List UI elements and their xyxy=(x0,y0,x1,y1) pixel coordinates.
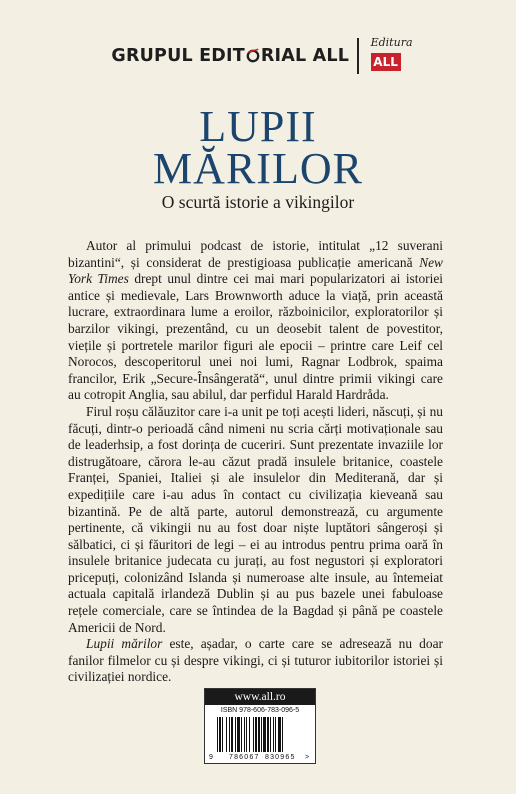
description-paragraph-3-rest: este, așadar, o carte care se adresează nu doar fanilor filmelor cu și despre vikingi, ci și tuturor iubitorilor istoriei și civilizației nordice. xyxy=(68,636,443,685)
publisher-name xyxy=(111,46,349,66)
book-title-italic: Lupii mărilor xyxy=(86,636,163,652)
barcode-bar xyxy=(261,717,262,752)
description-paragraph-3 xyxy=(68,636,443,686)
barcode-bar xyxy=(282,717,283,752)
back-cover-description xyxy=(68,238,443,686)
barcode-bar xyxy=(258,717,260,752)
barcode-bar xyxy=(229,717,230,752)
newspaper-name: New York Times xyxy=(68,254,443,287)
barcode-bar xyxy=(222,717,223,752)
book-subtitle: O scurtă istorie a vikingilor xyxy=(161,192,355,212)
barcode-bar xyxy=(273,717,274,752)
isbn-barcode xyxy=(207,716,313,762)
isbn-label: ISBN 978-606-783-096-5 xyxy=(220,707,300,714)
publisher-divider xyxy=(357,38,359,74)
barcode-bar xyxy=(267,717,269,752)
logo-all-block: ALL xyxy=(371,53,401,71)
barcode-bar xyxy=(237,717,240,752)
publisher-name-part1: GRUPUL EDIT xyxy=(111,46,245,66)
publisher-o-mark-icon xyxy=(246,47,260,63)
book-title-line2: MĂRILOR xyxy=(153,144,363,193)
barcode-bar xyxy=(263,717,266,752)
editura-all-logo xyxy=(367,36,413,76)
barcode-digits-left: 786067 xyxy=(229,754,260,761)
barcode-bar xyxy=(253,717,254,752)
publisher-name-part2: RIAL ALL xyxy=(260,46,350,66)
barcode-bar xyxy=(249,717,250,752)
barcode-digit-lead: 9 xyxy=(209,754,213,761)
barcode-digits-right: 830965 xyxy=(265,754,296,761)
publisher-header xyxy=(0,36,516,76)
logo-script: Editura xyxy=(370,36,413,49)
description-paragraph-1: Autor al primului podcast de istorie, intitulat „12 suverani bizantini“, și considerat de prestigioasa publicație americană New York Times drept unul dintre cei mai mari popularizatori ai istoriei antice și medievale, Lars Brownworth aduce la viață, prin această lucrare, extraordinara lume a eroilor, războinicilor, exploratorilor și barzilor vikingi, prezentând, cu un deosebit talent de povestitor, viețile și portretele marilor figuri ale epocii – printre care Leif cel Norocos, descoperitorul unei noi lumi, Ragnar Lodbrok, spaima francilor, Erik „Secure-Însângerată“, unul dintre primii vikingi care au cotropit Anglia, sau abilul, dar perfidul Harald Hardråda. xyxy=(68,238,444,403)
description-paragraph-2: Firul roșu călăuzitor care i-a unit pe toți acești lideri, născuți, și nu făcuți, dintr-o perioadă când nimeni nu scria cărți motivaționale sau de leaderhsip, a fost dorința de cuceriri. Sunt prezentate invaziile lor distrugătoare, cărora le-au căzut pradă insulele britanice, coastele Franței, Spaniei, Italiei și ale insulelor din Mediterană, dar și expedițiile care i-au adus în contact cu civilizația kieveană sau bizantină. Pe de altă parte, autorul demonstrează, cu argumente pertinente, că vikingii nu au fost doar niște luptători sângeroși și sălbatici, ci și făuritori de legi – ei au introdus pentru prima oară în insulele britanice judecata cu jurați, au fost negustori și exploratori pricepuți, colonizând Islanda și numeroase alte insule, au întemeiat actuala capitală irlandeză Dublin și au pus bazele unei fabuloase rețele comerciale, care se întindea de la Bagdad și până pe coastele Americii de Nord. xyxy=(68,403,443,635)
barcode-bar xyxy=(235,717,236,752)
barcode-bar xyxy=(255,717,257,752)
barcode-bar xyxy=(244,717,245,752)
barcode-bar xyxy=(246,717,247,752)
barcode-bar xyxy=(278,717,281,752)
barcode-bar xyxy=(270,717,271,752)
barcode-bar xyxy=(231,717,233,752)
barcode-card xyxy=(204,688,316,764)
barcode-addon-mark: > xyxy=(305,754,310,761)
publisher-url: www.all.ro xyxy=(205,689,315,705)
barcode-bar xyxy=(226,717,227,752)
barcode-bar xyxy=(219,717,221,752)
book-title-line1: LUPII xyxy=(199,102,317,151)
barcode-bar xyxy=(241,717,242,752)
barcode-bar xyxy=(217,717,218,752)
barcode-bar xyxy=(275,717,276,752)
